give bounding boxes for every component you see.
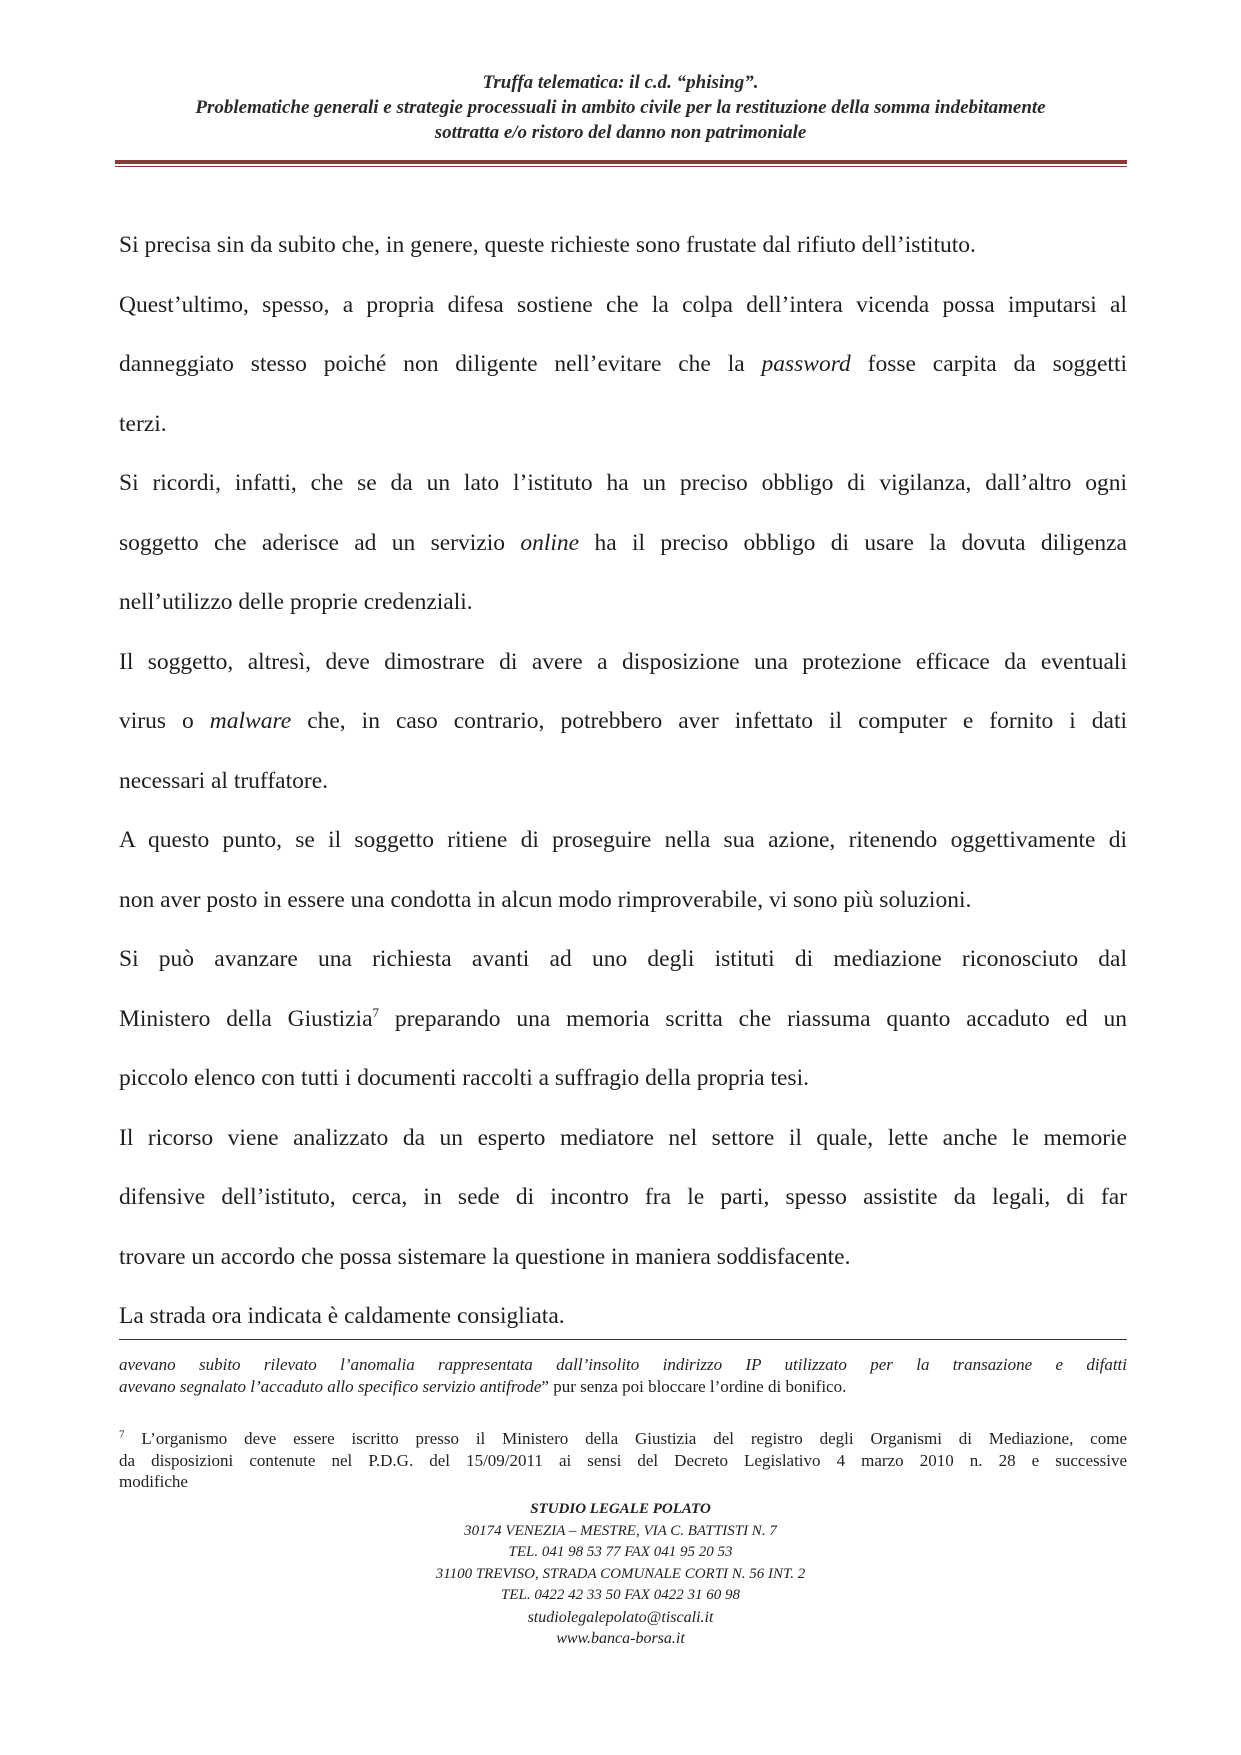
paragraph-8: La strada ora indicata è caldamente consigliata. xyxy=(119,1303,565,1329)
footer-website-link[interactable]: www.banca-borsa.it xyxy=(556,1630,685,1647)
running-header xyxy=(112,70,1129,145)
paragraph-7-line-2: difensive dell’istituto, cerca, in sede di incontro fra le parti, spesso assistite da legali, di far xyxy=(119,1184,1127,1210)
paragraph-4-line-3: necessari al truffatore. xyxy=(119,767,328,794)
paragraph-1: Si precisa sin da subito che, in genere, queste richieste sono frustate dal rifiuto dell’istituto. xyxy=(119,232,976,258)
paragraph-4-line-1: Il soggetto, altresì, deve dimostrare di avere a disposizione una protezione efficace da eventuali xyxy=(119,648,1127,675)
paragraph-2-line-3: terzi. xyxy=(119,410,167,437)
paragraph-6-line-1: Si può avanzare una richiesta avanti ad uno degli istituti di mediazione riconosciuto dal xyxy=(119,946,1127,972)
header-title: Truffa telematica: il c.d. “phising”. xyxy=(482,72,759,93)
footnote-cont-line-2 xyxy=(119,1376,1127,1398)
footnote-7 xyxy=(119,1428,1127,1493)
text: ” pur senza poi bloccare l’ordine di bonifico. xyxy=(541,1376,847,1396)
footnote-7-line-3: modifiche xyxy=(119,1472,188,1491)
text: ha il preciso obbligo di usare la dovuta diligenza xyxy=(594,529,1127,556)
footer-firm-name: STUDIO LEGALE POLATO xyxy=(530,1501,711,1517)
header-rule-thin xyxy=(115,166,1127,167)
text: virus o xyxy=(119,708,194,734)
paragraph-2-line-2 xyxy=(119,335,1127,395)
footer-email-link[interactable]: studiolegalepolato@tiscali.it xyxy=(527,1608,714,1626)
paragraph-5-line-1: A questo punto, se il soggetto ritiene di proseguire nella sua azione, ritenendo oggettivamente di xyxy=(119,827,1127,853)
text: avevano subito rilevato l’anomalia rappresentata dall’insolito indirizzo IP utilizzato per la transazione e difatti xyxy=(119,1355,1127,1374)
text: avevano segnalato l’accaduto allo specifico servizio antifrode xyxy=(119,1376,542,1396)
paragraph-3-line-2 xyxy=(119,514,1127,574)
footer-phone-venezia: TEL. 041 98 53 77 FAX 041 95 20 53 xyxy=(508,1544,733,1560)
header-subtitle-line2: sottratta e/o ristoro del danno non patrimoniale xyxy=(434,122,807,143)
emphasis-malware: malware xyxy=(209,708,292,734)
footer-phone-treviso: TEL. 0422 42 33 50 FAX 0422 31 60 98 xyxy=(501,1587,740,1603)
text: che, in caso contrario, potrebbero aver infettato il computer e fornito i dati xyxy=(307,708,1128,734)
text: L’organismo deve essere iscritto presso il Ministero della Giustizia del registro degli Organismi di Mediazione, come xyxy=(141,1429,1128,1448)
paragraph-7-line-3: trovare un accordo che possa sistemare la questione in maniera soddisfacente. xyxy=(119,1243,851,1270)
paragraph-5-line-2: non aver posto in essere una condotta in alcun modo rimproverabile, vi sono più soluzioni. xyxy=(119,886,972,913)
footnote-ref-7[interactable]: 7 xyxy=(372,1004,380,1020)
emphasis-online: online xyxy=(520,529,580,556)
body-text xyxy=(119,216,1127,1347)
page-footer xyxy=(112,1499,1129,1650)
header-rule-thick xyxy=(115,160,1127,164)
footer-address-treviso: 31100 TREVISO, STRADA COMUNALE CORTI N. 56 INT. 2 xyxy=(435,1565,806,1582)
text: soggetto che aderisce ad un servizio xyxy=(119,529,505,556)
emphasis-password: password xyxy=(761,351,851,377)
paragraph-2-line-1: Quest’ultimo, spesso, a propria difesa sostiene che la colpa dell’intera vicenda possa imputarsi al xyxy=(119,291,1127,318)
footnote-number: 7 xyxy=(119,1428,125,1441)
paragraph-3-line-1: Si ricordi, infatti, che se da un lato l’istituto ha un preciso obbligo di vigilanza, dall’altro ogni xyxy=(119,470,1127,496)
footnote-7-line-2: da disposizioni contenute nel P.D.G. del 15/09/2011 ai sensi del Decreto Legislativo 4 marzo 2010 n. 28 e successive xyxy=(119,1450,1127,1470)
footnote-cont-line-1 xyxy=(119,1354,1127,1376)
paragraph-3-line-3: nell’utilizzo delle proprie credenziali. xyxy=(119,589,473,615)
header-subtitle-line1: Problematiche generali e strategie processuali in ambito civile per la restituzione della somma indebitamente xyxy=(195,97,1046,118)
paragraph-6-line-3: piccolo elenco con tutti i documenti raccolti a suffragio della propria tesi. xyxy=(119,1065,809,1091)
text: Ministero della Giustizia xyxy=(119,1005,373,1032)
paragraph-6-line-2 xyxy=(119,990,1127,1050)
footnote-separator xyxy=(119,1339,1127,1340)
footnote-7-line-1 xyxy=(119,1428,1127,1450)
text: preparando una memoria scritta che riassuma quanto accaduto ed un xyxy=(394,1005,1127,1032)
footer-address-venezia: 30174 VENEZIA – MESTRE, VIA C. BATTISTI N. 7 xyxy=(464,1522,777,1539)
paragraph-7-line-1: Il ricorso viene analizzato da un esperto mediatore nel settore il quale, lette anche le memorie xyxy=(119,1124,1127,1151)
text: fosse carpita da soggetti xyxy=(867,351,1128,377)
footnote-continuation xyxy=(119,1354,1127,1397)
paragraph-4-line-2 xyxy=(119,692,1127,752)
text: danneggiato stesso poiché non diligente nell’evitare che la xyxy=(119,351,745,377)
